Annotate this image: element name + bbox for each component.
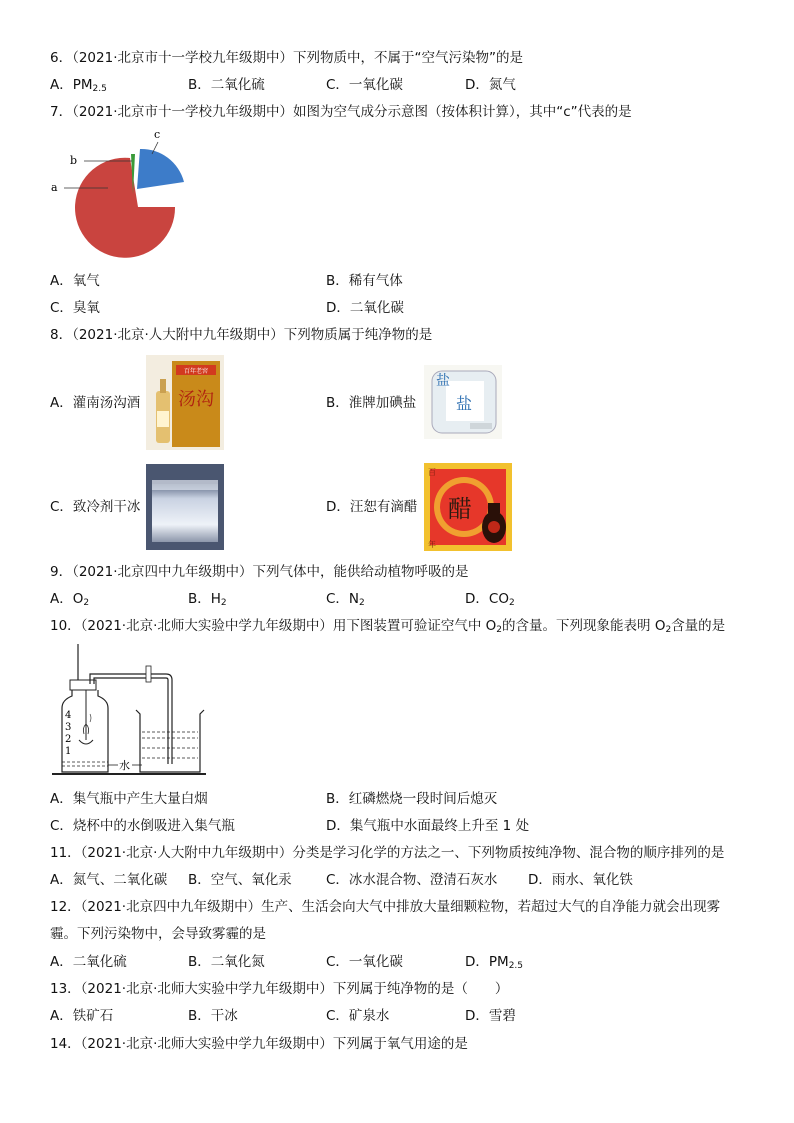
svg-text:汤沟: 汤沟 (178, 389, 214, 410)
svg-text:4: 4 (65, 710, 72, 721)
q7-option-c[interactable]: C．臭氧 (50, 300, 100, 316)
q13-option-a[interactable]: A．铁矿石 (50, 1008, 114, 1024)
q9-option-c[interactable]: C．$N_2$ (326, 591, 365, 608)
svg-text:年: 年 (428, 540, 436, 549)
svg-text:百: 百 (428, 468, 436, 477)
q10-option-d[interactable]: D．集气瓶中水面最终上升至 1 处 (326, 818, 530, 834)
label-a: a (51, 181, 58, 194)
q9-option-a[interactable]: A．$O_2$ (50, 591, 90, 608)
q13-option-b[interactable]: B．干冰 (188, 1008, 238, 1024)
q6-option-a[interactable]: A．$PM_{2.5}$ (50, 77, 107, 94)
q12-stem-line2: 霾。下列污染物中，会导致雾霾的是 (50, 926, 266, 942)
svg-text:醋: 醋 (448, 495, 472, 523)
svg-text:盐: 盐 (455, 394, 473, 413)
tanggou-liquor-image (146, 355, 224, 450)
q9-stem: 9．（2021·北京四中九年级期中）下列气体中，能供给动植物呼吸的是 (50, 564, 469, 580)
q8-option-d[interactable]: D．汪恕有滴醋 (326, 499, 418, 515)
q11-option-c[interactable]: C．冰水混合物、澄清石灰水 (326, 872, 498, 888)
q10-option-c[interactable]: C．烧杯中的水倒吸进入集气瓶 (50, 818, 235, 834)
svg-text:百年老窖: 百年老窖 (183, 368, 209, 375)
q8-option-a[interactable]: A．灌南汤沟酒 (50, 395, 141, 411)
q10-option-a[interactable]: A．集气瓶中产生大量白烟 (50, 791, 208, 807)
vinegar-box-image (424, 463, 512, 551)
q12-stem-line1: 12．（2021·北京四中九年级期中）生产、生活会向大气中排放大量细颗粒物，若超过大气的自净能力就会出现雾 (50, 899, 721, 915)
q11-stem: 11．（2021·北京·人大附中九年级期中）分类是学习化学的方法之一、下列物质按纯净物、混合物的顺序排列的是 (50, 845, 725, 861)
q11-option-b[interactable]: B．空气、氧化汞 (188, 872, 292, 888)
q11-option-d[interactable]: D．雨水、氧化铁 (528, 872, 633, 888)
label-b: b (70, 154, 78, 167)
q10-stem: 10．（2021·北京·北师大实验中学九年级期中）用下图装置可验证空气中 $O_2$的含量。下列现象能表明 $O_2$含量的是 (50, 618, 726, 635)
q12-option-c[interactable]: C．一氧化碳 (326, 954, 403, 970)
q10-option-b[interactable]: B．红磷燃烧一段时间后熄灭 (326, 791, 498, 807)
q6-option-d[interactable]: D．氮气 (465, 77, 516, 93)
q12-option-d[interactable]: D．$PM_{2.5}$ (465, 954, 524, 971)
q8-option-b[interactable]: B．淮牌加碘盐 (326, 395, 417, 411)
q9-option-d[interactable]: D．$CO_2$ (465, 591, 515, 608)
q6-option-b[interactable]: B．二氧化硫 (188, 77, 265, 93)
label-c: c (154, 128, 161, 141)
svg-text:2: 2 (65, 734, 72, 745)
q7-option-b[interactable]: B．稀有气体 (326, 273, 403, 289)
q7-option-d[interactable]: D．二氧化碳 (326, 300, 404, 316)
q7-option-a[interactable]: A．氧气 (50, 273, 100, 289)
svg-text:盐: 盐 (436, 373, 450, 389)
oxygen-content-apparatus-figure (50, 644, 210, 780)
q13-stem: 13．（2021·北京·北师大实验中学九年级期中）下列属于纯净物的是（ ） (50, 981, 509, 997)
q12-option-b[interactable]: B．二氧化氮 (188, 954, 265, 970)
q6-option-c[interactable]: C．一氧化碳 (326, 77, 403, 93)
svg-text:1: 1 (65, 746, 72, 757)
q6-stem: 6．（2021·北京市十一学校九年级期中）下列物质中，不属于“空气污染物”的是 (50, 50, 523, 66)
dry-ice-image (146, 464, 224, 550)
pie-sector-c (137, 149, 184, 189)
svg-text:3: 3 (65, 722, 72, 733)
water-label: 水 (119, 759, 130, 772)
q13-option-d[interactable]: D．雪碧 (465, 1008, 516, 1024)
q9-option-b[interactable]: B．$H_2$ (188, 591, 227, 608)
air-composition-pie-figure (48, 124, 198, 264)
q8-option-c[interactable]: C．致冷剂干冰 (50, 499, 141, 515)
iodized-salt-image (424, 365, 502, 439)
q13-option-c[interactable]: C．矿泉水 (326, 1008, 390, 1024)
q11-option-a[interactable]: A．氮气、二氧化碳 (50, 872, 168, 888)
q14-stem: 14．（2021·北京·北师大实验中学九年级期中）下列属于氧气用途的是 (50, 1036, 468, 1052)
q8-stem: 8．（2021·北京·人大附中九年级期中）下列物质属于纯净物的是 (50, 327, 433, 343)
q7-stem: 7．（2021·北京市十一学校九年级期中）如图为空气成分示意图（按体积计算），其中“c”代表的是 (50, 104, 632, 120)
q12-option-a[interactable]: A．二氧化硫 (50, 954, 127, 970)
